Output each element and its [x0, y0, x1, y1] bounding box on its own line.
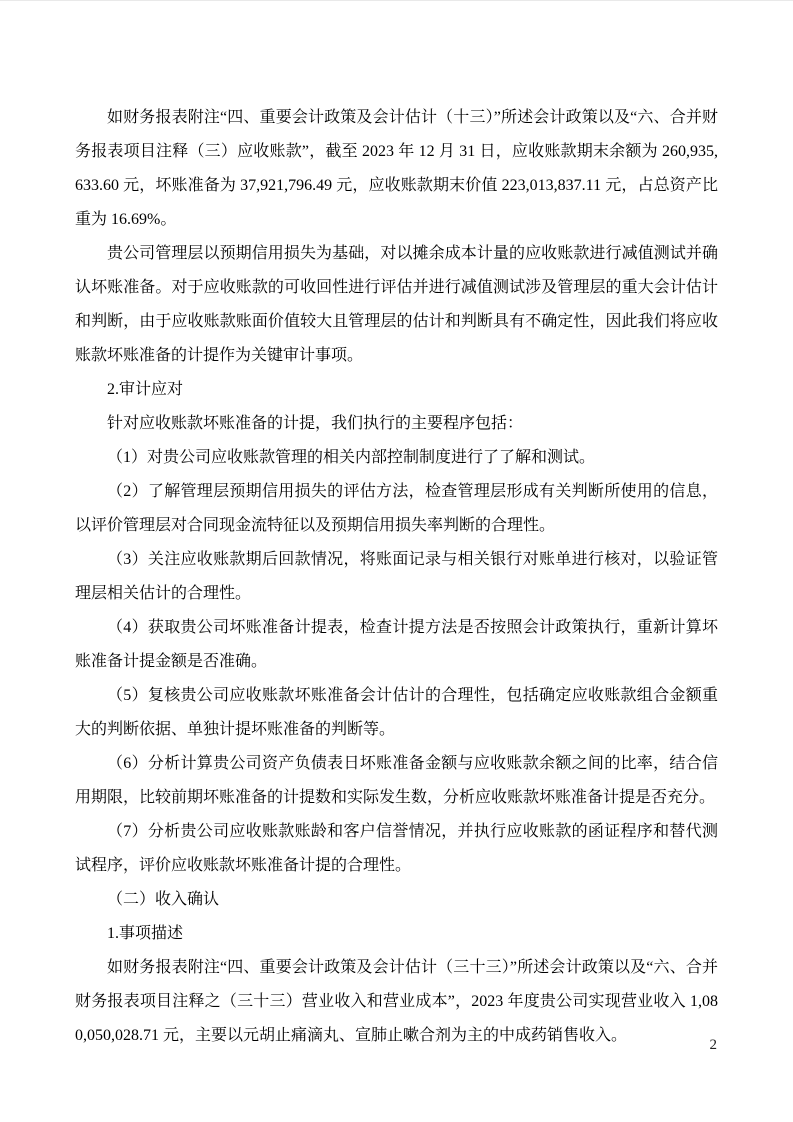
paragraph-procedure-3: （3）关注应收账款期后回款情况，将账面记录与相关银行对账单进行核对，以验证管理层相关估计的合理性。 [75, 551, 718, 602]
heading-matter-description: 1.事项描述 [107, 925, 184, 942]
scan-edge-line [0, 0, 793, 1]
paragraph-procedure-4: （4）获取贵公司坏账准备计提表，检查计提方法是否按照会计政策执行，重新计算坏账准备计提金额是否准确。 [75, 619, 718, 670]
paragraph-receivables-policy: 如财务报表附注“四、重要会计政策及会计估计（十三）”所述会计政策以及“六、合并财务报表项目注释（三）应收账款”，截至 2023 年 12 月 31 日，应收账款期末余额为 260,935,633.60 元，坏账准备为 37,921,796.49 元，应收账款期末价值 223,013,837.11 元，占总资产比重为 16.69%。 [75, 109, 718, 228]
paragraph-impairment-judgement: 贵公司管理层以预期信用损失为基础，对以摊余成本计量的应收账款进行减值测试并确认坏账准备。对于应收账款的可收回性进行评估并进行减值测试涉及管理层的重大会计估计和判断，由于应收账款账面价值较大且管理层的估计和判断具有不确定性，因此我们将应收账款坏账准备的计提作为关键审计事项。 [75, 245, 718, 364]
page-number: 2 [709, 1037, 717, 1053]
paragraph-procedure-6: （6）分析计算贵公司资产负债表日坏账准备金额与应收账款余额之间的比率，结合信用期限，比较前期坏账准备的计提数和实际发生数，分析应收账款坏账准备计提是否充分。 [75, 755, 718, 806]
page-content [75, 101, 718, 1053]
heading-revenue-recognition: （二）收入确认 [107, 891, 220, 908]
paragraph-procedure-2: （2）了解管理层预期信用损失的评估方法，检查管理层形成有关判断所使用的信息，以评价管理层对合同现金流特征以及预期信用损失率判断的合理性。 [75, 483, 718, 534]
paragraph-procedure-7: （7）分析贵公司应收账款账龄和客户信誉情况，并执行应收账款的函证程序和替代测试程序，评价应收账款坏账准备计提的合理性。 [75, 823, 718, 874]
paragraph-procedure-1: （1）对贵公司应收账款管理的相关内部控制制度进行了了解和测试。 [107, 449, 596, 466]
heading-audit-response: 2.审计应对 [107, 381, 184, 398]
paragraph-revenue-policy: 如财务报表附注“四、重要会计政策及会计估计（三十三）”所述会计政策以及“六、合并财务报表项目注释之（三十三）营业收入和营业成本”，2023 年度贵公司实现营业收入 1,080,050,028.71 元，主要以元胡止痛滴丸、宣肺止嗽合剂为主的中成药销售收入。 [75, 959, 718, 1044]
paragraph-procedure-5: （5）复核贵公司应收账款坏账准备会计估计的合理性，包括确定应收账款组合金额重大的判断依据、单独计提坏账准备的判断等。 [75, 687, 718, 738]
paragraph-procedures-intro: 针对应收账款坏账准备的计提，我们执行的主要程序包括： [107, 415, 524, 432]
